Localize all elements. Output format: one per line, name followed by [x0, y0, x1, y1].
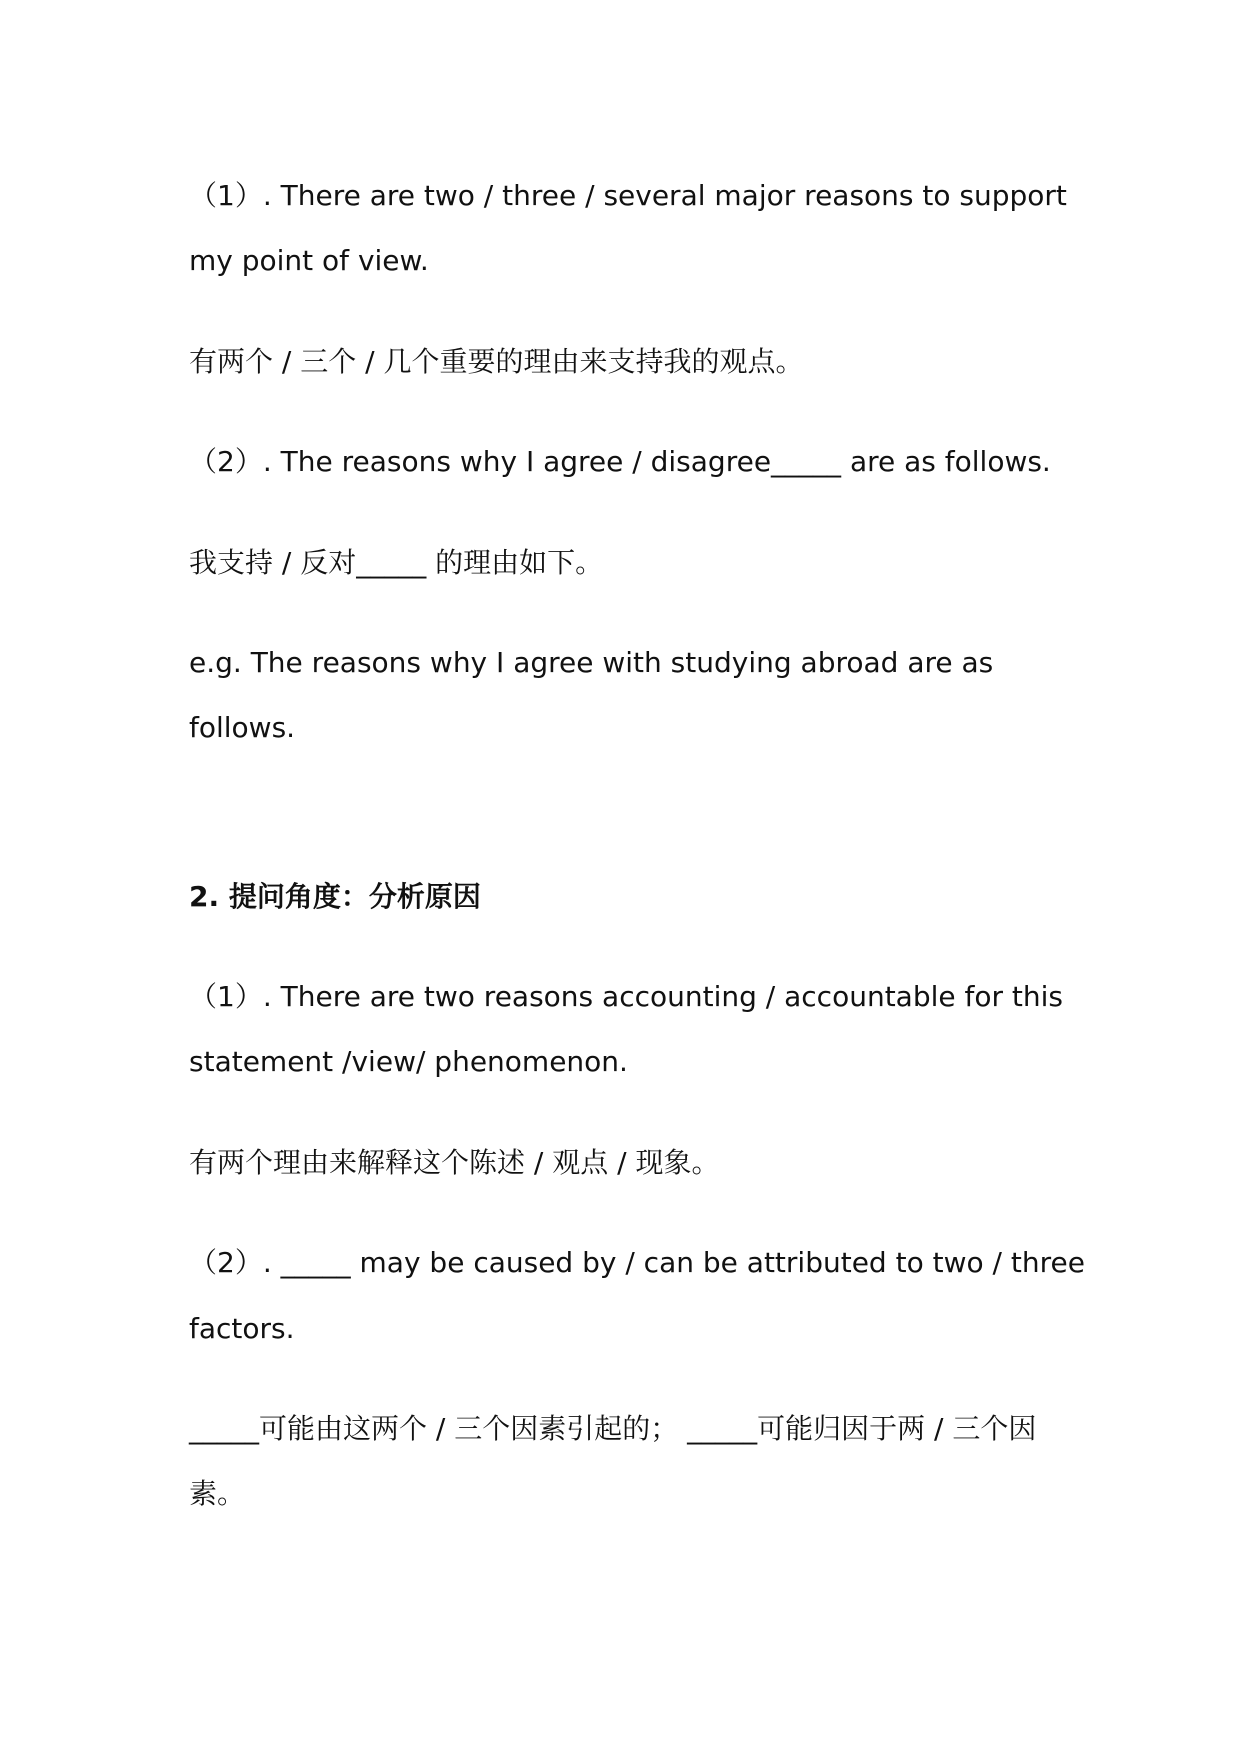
- s2-item2-zh-line2: 素。: [189, 1477, 246, 1510]
- s1-item1-en-line2: my point of view.: [189, 244, 429, 277]
- s2-item1-en-line1: （1）. There are two reasons accounting / accountable for this: [189, 980, 1064, 1013]
- s2-heading: 2. 提问角度：分析原因: [189, 880, 481, 913]
- s1-example-line2: follows.: [189, 711, 296, 744]
- s2-item2-zh-line1: _____可能由这两个 / 三个因素引起的； _____可能归因于两 / 三个因: [189, 1412, 1037, 1445]
- s2-item2-en-line2: factors.: [189, 1312, 295, 1345]
- s2-item2-en-line1: （2）. _____ may be caused by / can be attributed to two / three: [189, 1246, 1085, 1279]
- s1-item2-zh: 我支持 / 反对_____ 的理由如下。: [189, 546, 604, 579]
- s2-item1-en-line2: statement /view/ phenomenon.: [189, 1045, 628, 1078]
- s1-item1-zh: 有两个 / 三个 / 几个重要的理由来支持我的观点。: [189, 345, 804, 378]
- s1-example-line1: e.g. The reasons why I agree with studying abroad are as: [189, 646, 994, 679]
- s1-item1-en-line1: （1）. There are two / three / several major reasons to support: [189, 179, 1067, 212]
- s2-item1-zh: 有两个理由来解释这个陈述 / 观点 / 现象。: [189, 1146, 720, 1179]
- s1-item2-en: （2）. The reasons why I agree / disagree_____ are as follows.: [189, 445, 1051, 478]
